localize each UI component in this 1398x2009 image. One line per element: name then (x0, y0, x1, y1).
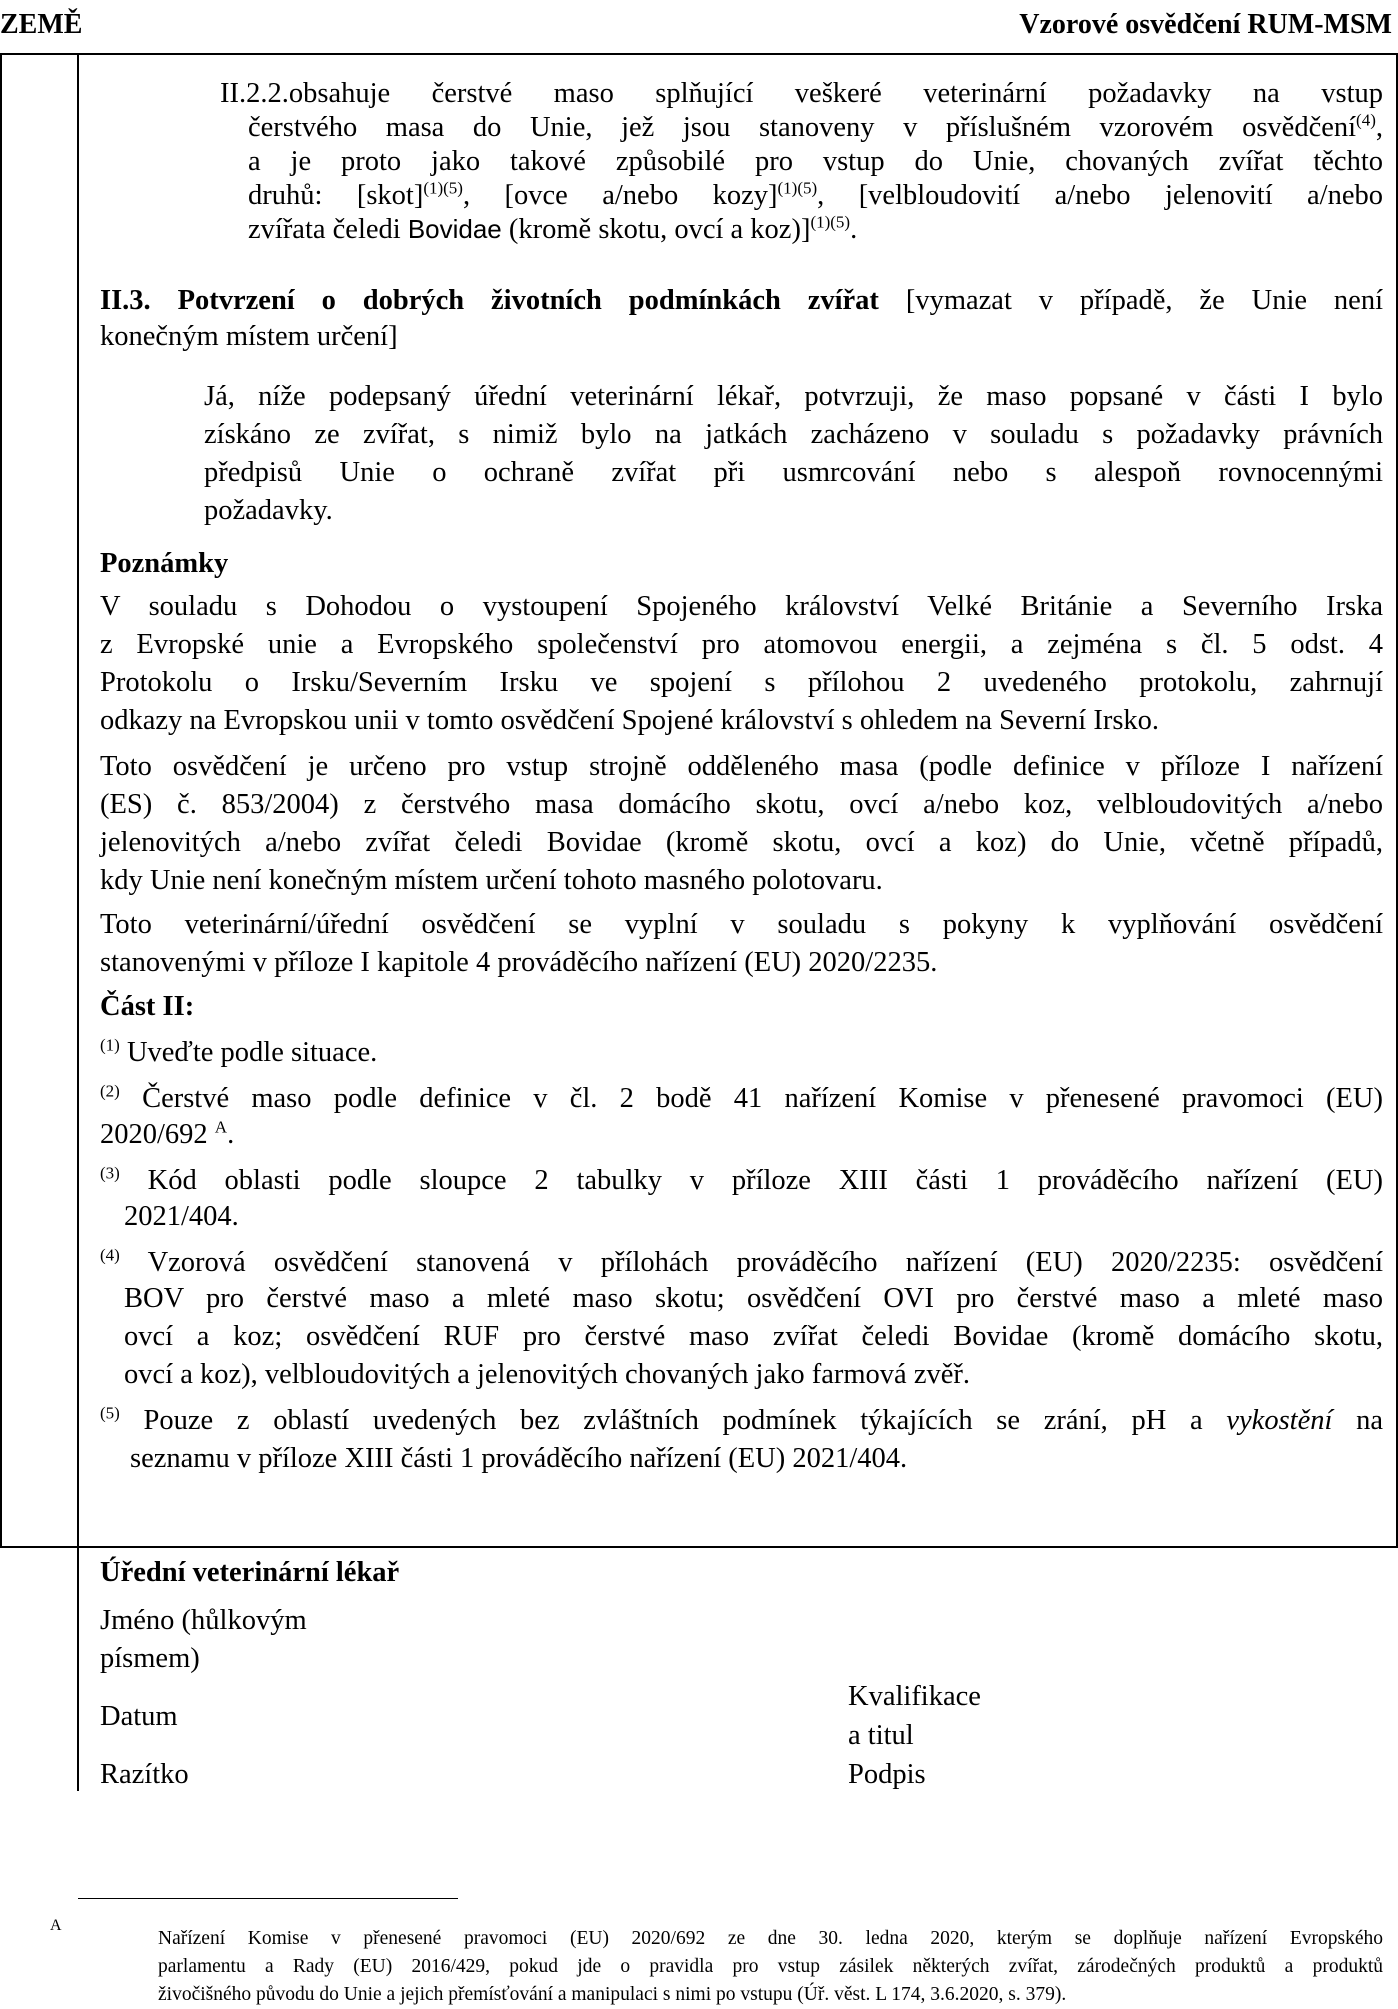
s222-line-5-bovidae: Bovidae (407, 214, 502, 244)
s23-instruction: [vymazat v případě, že Unie není (905, 285, 1383, 316)
note-4-line-2: BOV pro čerstvé maso a mleté maso skotu; osvědčení OVI pro čerstvé maso a mleté maso (124, 1283, 1383, 1314)
note-1 (100, 1036, 377, 1069)
notes-heading: Poznámky (100, 548, 229, 579)
inner-left-border (77, 53, 79, 1548)
note-5-text-c: na (1332, 1405, 1384, 1436)
footnote-ref-1-5-b: (1)(5) (777, 178, 818, 198)
s23-number: II.3. (100, 285, 151, 316)
country-header: ZEMĚ (0, 9, 83, 40)
section-bottom-border (0, 1546, 1398, 1548)
top-border (0, 53, 1398, 55)
note-2-text: Čerstvé maso podle definice v čl. 2 bodě 41 nařízení Komise v přenesené pravomoci (EU) (142, 1083, 1384, 1114)
footnote-ref-4: (4) (1356, 110, 1376, 130)
note-1-text: Uveďte podle situace. (126, 1037, 378, 1068)
note-2-marker: (2) (100, 1081, 120, 1101)
s222-line-3: a je proto jako takové způsobilé pro vstup do Unie, chovaných zvířat těchto (248, 146, 1383, 177)
s23-para-line-3: předpisů Unie o ochraně zvířat při usmrcování nebo s alespoň rovnocennými (204, 457, 1383, 488)
notes-a-line-1: V souladu s Dohodou o vystoupení Spojeného království Velké Británie a Severního Irska (100, 591, 1383, 622)
note-3-line-2: 2021/404. (124, 1201, 239, 1232)
footnote-marker: A (50, 1917, 62, 1934)
signature-stamp-label: Razítko (100, 1759, 189, 1790)
s222-line-5c: (kromě skotu, ovcí a koz)] (501, 214, 811, 245)
s23-para-line-4: požadavky. (204, 495, 333, 526)
footnote-line-1: Nařízení Komise v přenesené pravomoci (EU) 2020/692 ze dne 30. ledna 2020, kterým se doplňuje nařízení Evropského (158, 1928, 1383, 1949)
certificate-title: Vzorové osvědčení RUM-MSM (1019, 9, 1392, 40)
s222-line-5 (248, 213, 857, 246)
note-4-line-3: ovcí a koz; osvědčení RUF pro čerstvé maso zvířat čeledi Bovidae (kromě domácího skotu, (124, 1321, 1383, 1352)
footnote-ref-a: A (214, 1117, 228, 1137)
note-3-text: Kód oblasti podle sloupce 2 tabulky v příloze XIII části 1 prováděcího nařízení (EU) (147, 1165, 1384, 1196)
note-4-marker: (4) (100, 1245, 120, 1265)
note-2-end: . (227, 1119, 235, 1150)
s23-para-line-1: Já, níže podepsaný úřední veterinární lékař, potvrzuji, že maso popsané v části I bylo (204, 381, 1383, 412)
s222-line-4 (248, 179, 1383, 212)
note-2-line-2 (100, 1118, 234, 1151)
note-2-line-1 (100, 1082, 1383, 1115)
signature-title: Úřední veterinární lékař (100, 1557, 400, 1588)
notes-c-line-2: stanovenými v příloze I kapitole 4 prováděcího nařízení (EU) 2020/2235. (100, 947, 938, 978)
notes-b-line-2: (ES) č. 853/2004) z čerstvého masa domácího skotu, ovcí a/nebo koz, velbloudovitých a/nebo (100, 789, 1383, 820)
s23-title: Potvrzení o dobrých životních podmínkách zvířat (177, 285, 879, 316)
signature-name-label-2: písmem) (100, 1643, 200, 1674)
note-5-text-italic: vykostění (1226, 1405, 1333, 1436)
signature-name-label-1: Jméno (hůlkovým (100, 1605, 307, 1636)
footnote-separator (78, 1898, 458, 1899)
notes-c-line-1: Toto veterinární/úřední osvědčení se vyplní v souladu s pokyny k vyplňování osvědčení (100, 909, 1383, 940)
s222-line-5a: zvířata čeledi (248, 214, 408, 245)
notes-a-line-4: odkazy na Evropskou unii v tomto osvědčení Spojené království s ohledem na Severní Irsko. (100, 705, 1160, 736)
note-4-line-4: ovcí a koz), velbloudovitých a jelenovitých chovaných jako farmová zvěř. (124, 1359, 970, 1390)
s222-line-2-text: čerstvého masa do Unie, jež jsou stanoveny v příslušném vzorovém osvědčení (248, 112, 1357, 143)
notes-b-line-3: jelenovitých a/nebo zvířat čeledi Bovidae (kromě skotu, ovcí a koz) do Unie, včetně případů, (100, 827, 1383, 858)
notes-a-line-2: z Evropské unie a Evropského společenství pro atomovou energii, a zejména s čl. 5 odst. 4 (100, 629, 1383, 660)
left-border (0, 53, 2, 1548)
note-1-marker: (1) (100, 1035, 120, 1055)
s23-heading-line (100, 284, 1383, 317)
footnote-line-3: živočišného původu do Unie a jejich přemísťování a manipulaci s nimi po vstupu (Úř. věst. L 174, 3.6.2020, s. 379). (158, 1984, 1067, 2005)
notes-a-line-3: Protokolu o Irsku/Severním Irsku ve spojení s přílohou 2 uvedeného protokolu, zahrnují (100, 667, 1383, 698)
s222-line-2-end: , (1375, 112, 1383, 143)
note-5-line-1 (100, 1404, 1383, 1437)
signature-qualification-label-2: a titul (848, 1720, 914, 1751)
part-ii-heading: Část II: (100, 991, 195, 1022)
s23-para-line-2: získáno ze zvířat, s nimiž bylo na jatkách zacházeno v souladu s požadavky právních (204, 419, 1383, 450)
notes-b-line-1: Toto osvědčení je určeno pro vstup strojně odděleného masa (podle definice v příloze I nařízení (100, 751, 1383, 782)
s222-line-4a: druhů: [skot] (248, 180, 424, 211)
note-5-marker: (5) (100, 1403, 120, 1423)
s222-line-2 (248, 111, 1383, 144)
signature-left-border (77, 1546, 79, 1791)
note-5-line-2: seznamu v příloze XIII části 1 prováděcího nařízení (EU) 2021/404. (130, 1443, 908, 1474)
note-4-line-1 (100, 1246, 1383, 1279)
footnote-ref-1-5-c: (1)(5) (810, 212, 851, 232)
footnote-line-2: parlamentu a Rady (EU) 2016/429, pokud jde o pravidla pro vstup zásilek některých zvířat, zárodečných produktů a produktů (158, 1956, 1383, 1977)
note-2-number: 2020/692 (100, 1119, 208, 1150)
footnote-ref-1-5-a: (1)(5) (423, 178, 463, 198)
s222-line-1: II.2.2.obsahuje čerstvé maso splňující veškeré veterinární požadavky na vstup (220, 78, 1383, 109)
s23-instruction-line-2: konečným místem určení] (100, 321, 398, 352)
note-3-marker: (3) (100, 1163, 120, 1183)
note-4-text: Vzorová osvědčení stanovená v přílohách prováděcího nařízení (EU) 2020/2235: osvědčení (147, 1247, 1383, 1278)
note-3-line-1 (100, 1164, 1383, 1197)
s222-line-5d: . (850, 214, 858, 245)
signature-sign-label: Podpis (848, 1759, 926, 1790)
signature-date-label: Datum (100, 1701, 178, 1732)
notes-b-line-4: kdy Unie není konečným místem určení tohoto masného polotovaru. (100, 865, 883, 896)
signature-qualification-label-1: Kvalifikace (848, 1681, 981, 1712)
note-5-text-a: Pouze z oblastí uvedených bez zvláštních podmínek týkajících se zrání, pH a (143, 1405, 1227, 1436)
s222-line-4b: , [ovce a/nebo kozy] (462, 180, 778, 211)
s222-line-4c: , [velbloudovití a/nebo jelenovití a/nebo (817, 180, 1383, 211)
